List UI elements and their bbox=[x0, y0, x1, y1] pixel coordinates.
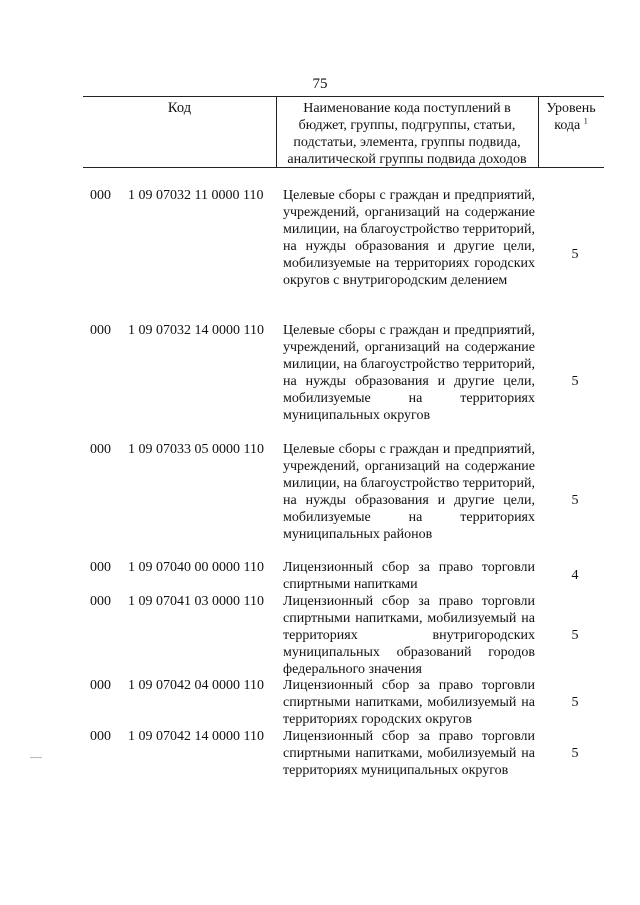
admin-code: 000 bbox=[90, 188, 111, 203]
header-name-line: аналитической группы подвида доходов bbox=[287, 152, 527, 167]
header-level bbox=[538, 100, 604, 134]
code-level: 5 bbox=[571, 247, 579, 262]
admin-code: 000 bbox=[90, 729, 111, 744]
table-header bbox=[83, 96, 604, 168]
code-level: 4 bbox=[571, 568, 579, 583]
header-name-line: подстатьи, элемента, группы подвида, bbox=[293, 135, 521, 150]
admin-code: 000 bbox=[90, 594, 111, 609]
admin-code: 000 bbox=[90, 323, 111, 338]
code-level: 5 bbox=[571, 628, 579, 643]
code-level: 5 bbox=[571, 374, 579, 389]
admin-code: 000 bbox=[90, 678, 111, 693]
code-description: Целевые сборы с граждан и предприятий, учреждений, организаций на содержание милиции, на благоустройство территорий, на нужды образования и другие цели, мобилизуемые на территориях муниципальных округов bbox=[283, 323, 535, 423]
budget-code: 1 09 07042 04 0000 110 bbox=[128, 678, 264, 693]
header-level-line bbox=[538, 117, 604, 134]
page-number: 75 bbox=[312, 76, 328, 92]
header-name bbox=[276, 100, 538, 168]
header-level-line: Уровень bbox=[546, 101, 596, 116]
code-description: Лицензионный сбор за право торговли спиртными напитками bbox=[283, 560, 535, 592]
budget-code: 1 09 07042 14 0000 110 bbox=[128, 729, 264, 744]
code-description: Лицензионный сбор за право торговли спиртными напитками, мобилизуемый на территориях муниципальных округов bbox=[283, 729, 535, 778]
scan-mark bbox=[30, 757, 42, 758]
admin-code: 000 bbox=[90, 442, 111, 457]
code-description: Лицензионный сбор за право торговли спиртными напитками, мобилизуемый на территориях городских округов bbox=[283, 678, 535, 727]
budget-code: 1 09 07040 00 0000 110 bbox=[128, 560, 264, 575]
header-name-line: бюджет, группы, подгруппы, статьи, bbox=[298, 118, 516, 133]
code-level: 5 bbox=[571, 493, 579, 508]
code-description: Целевые сборы с граждан и предприятий, учреждений, организаций на содержание милиции, на благоустройство территорий, на нужды образования и другие цели, мобилизуемые на территориях городских округов с внутригородским делением bbox=[283, 188, 535, 288]
code-level: 5 bbox=[571, 695, 579, 710]
budget-code: 1 09 07041 03 0000 110 bbox=[128, 594, 264, 609]
header-name-line: Наименование кода поступлений в bbox=[303, 101, 511, 116]
footnote-marker: 1 bbox=[583, 116, 588, 126]
budget-code: 1 09 07032 14 0000 110 bbox=[128, 323, 264, 338]
code-level: 5 bbox=[571, 746, 579, 761]
header-level-text: кода bbox=[554, 118, 581, 133]
header-code: Код bbox=[167, 100, 192, 116]
code-description: Целевые сборы с граждан и предприятий, учреждений, организаций на содержание милиции, на благоустройство территорий, на нужды образования и другие цели, мобилизуемые на территориях муниципальных районов bbox=[283, 442, 535, 542]
code-description: Лицензионный сбор за право торговли спиртными напитками, мобилизуемый на территориях внутригородских муниципальных образований городов федерального значения bbox=[283, 594, 535, 677]
budget-code: 1 09 07032 11 0000 110 bbox=[128, 188, 264, 203]
admin-code: 000 bbox=[90, 560, 111, 575]
budget-code: 1 09 07033 05 0000 110 bbox=[128, 442, 264, 457]
